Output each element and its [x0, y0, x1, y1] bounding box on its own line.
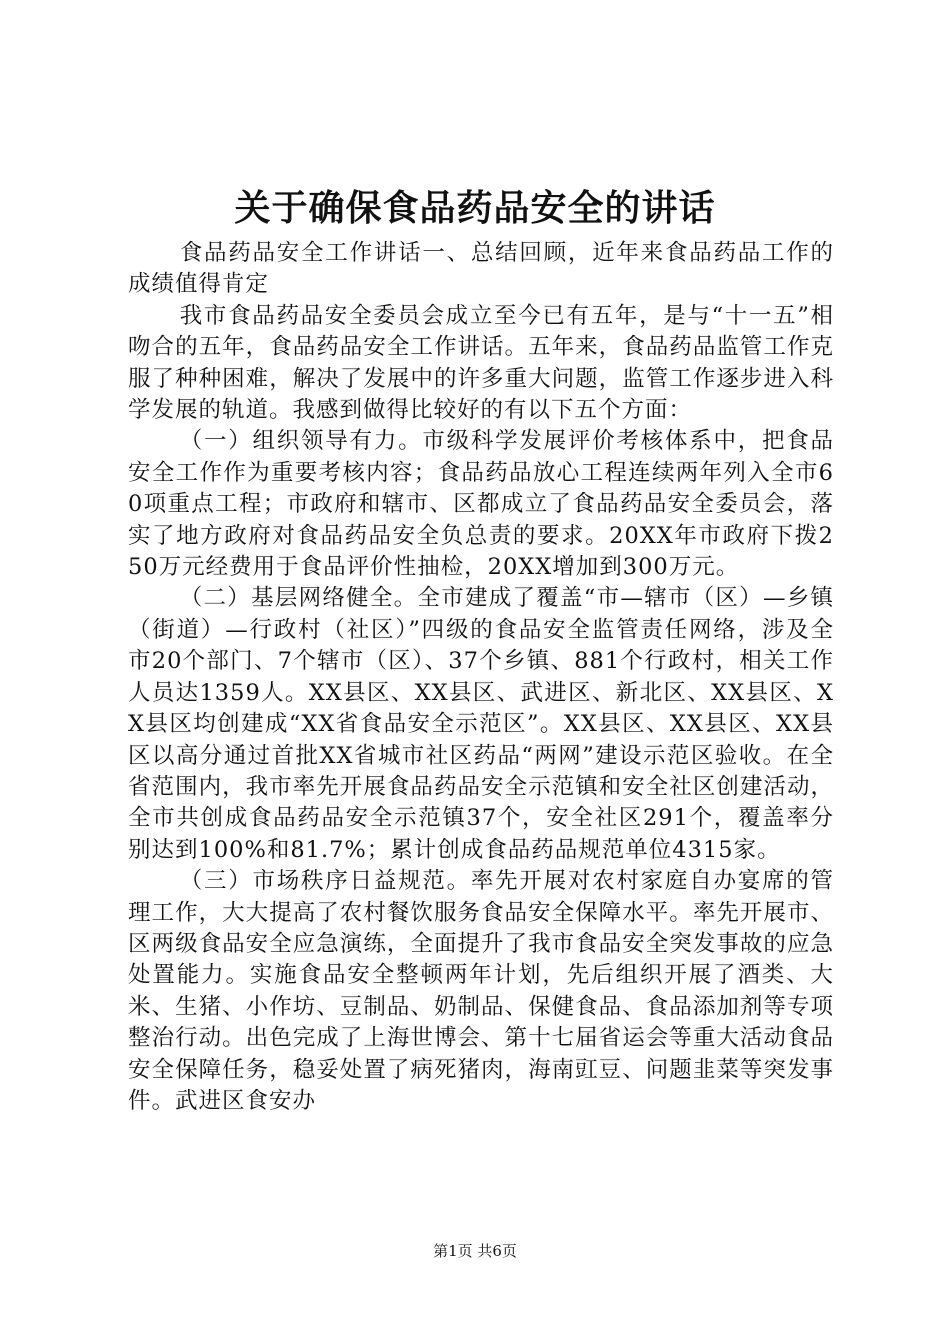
document-title: 关于确保食品药品安全的讲话 [234, 188, 716, 229]
paragraph-section-1: （一）组织领导有力。市级科学发展评价考核体系中，把食品安全工作作为重要考核内容；食品药品放心工程连续两年列入全市60项重点工程；市政府和辖市、区都成立了食品药品安全委员会，落实了地方政府对食品药品安全负总责的要求。20XX年市政府下拨250万元经费用于食品评价性抽检，20XX增加到300万元。 [128, 428, 834, 581]
paragraph-overview: 我市食品药品安全委员会成立至今已有五年，是与“十一五”相吻合的五年，食品药品安全工作讲话。五年来，食品药品监管工作克服了种种困难，解决了发展中的许多重大问题，监管工作逐步进入科学发展的轨道。我感到做得比较好的有以下五个方面： [128, 302, 834, 424]
paragraph-intro: 食品药品安全工作讲话一、总结回顾，近年来食品药品工作的成绩值得肯定 [128, 240, 834, 298]
document-body [128, 238, 834, 1117]
paragraph-section-2: （二）基层网络健全。全市建成了覆盖“市—辖市（区）—乡镇（街道）—行政村（社区）”四级的食品安全监管责任网络，涉及全市20个部门、7个辖市（区）、37个乡镇、881个行政村，相关工作人员达1359人。XX县区、XX县区、武进区、新北区、XX县区、XX县区均创建成“XX省食品安全示范区”。XX县区、XX县区、XX县区以高分通过首批XX省城市社区药品“两网”建设示范区验收。在全省范围内，我市率先开展食品药品安全示范镇和安全社区创建活动，全市共创成食品药品安全示范镇37个，安全社区291个，覆盖率分别达到100%和81.7%；累计创成食品药品规范单位4315家。 [128, 585, 834, 863]
paragraph-section-3: （三）市场秩序日益规范。率先开展对农村家庭自办宴席的管理工作，大大提高了农村餐饮服务食品安全保障水平。率先开展市、区两级食品安全应急演练，全面提升了我市食品安全突发事故的应急处置能力。实施食品安全整顿两年计划，先后组织开展了酒类、大米、生猪、小作坊、豆制品、奶制品、保健食品、食品添加剂等专项整治行动。出色完成了上海世博会、第十七届省运会等重大活动食品安全保障任务，稳妥处置了病死猪肉，海南豇豆、问题韭菜等突发事件。武进区食安办 [128, 868, 834, 1114]
page-footer: 第1页 共6页 [433, 1242, 517, 1260]
